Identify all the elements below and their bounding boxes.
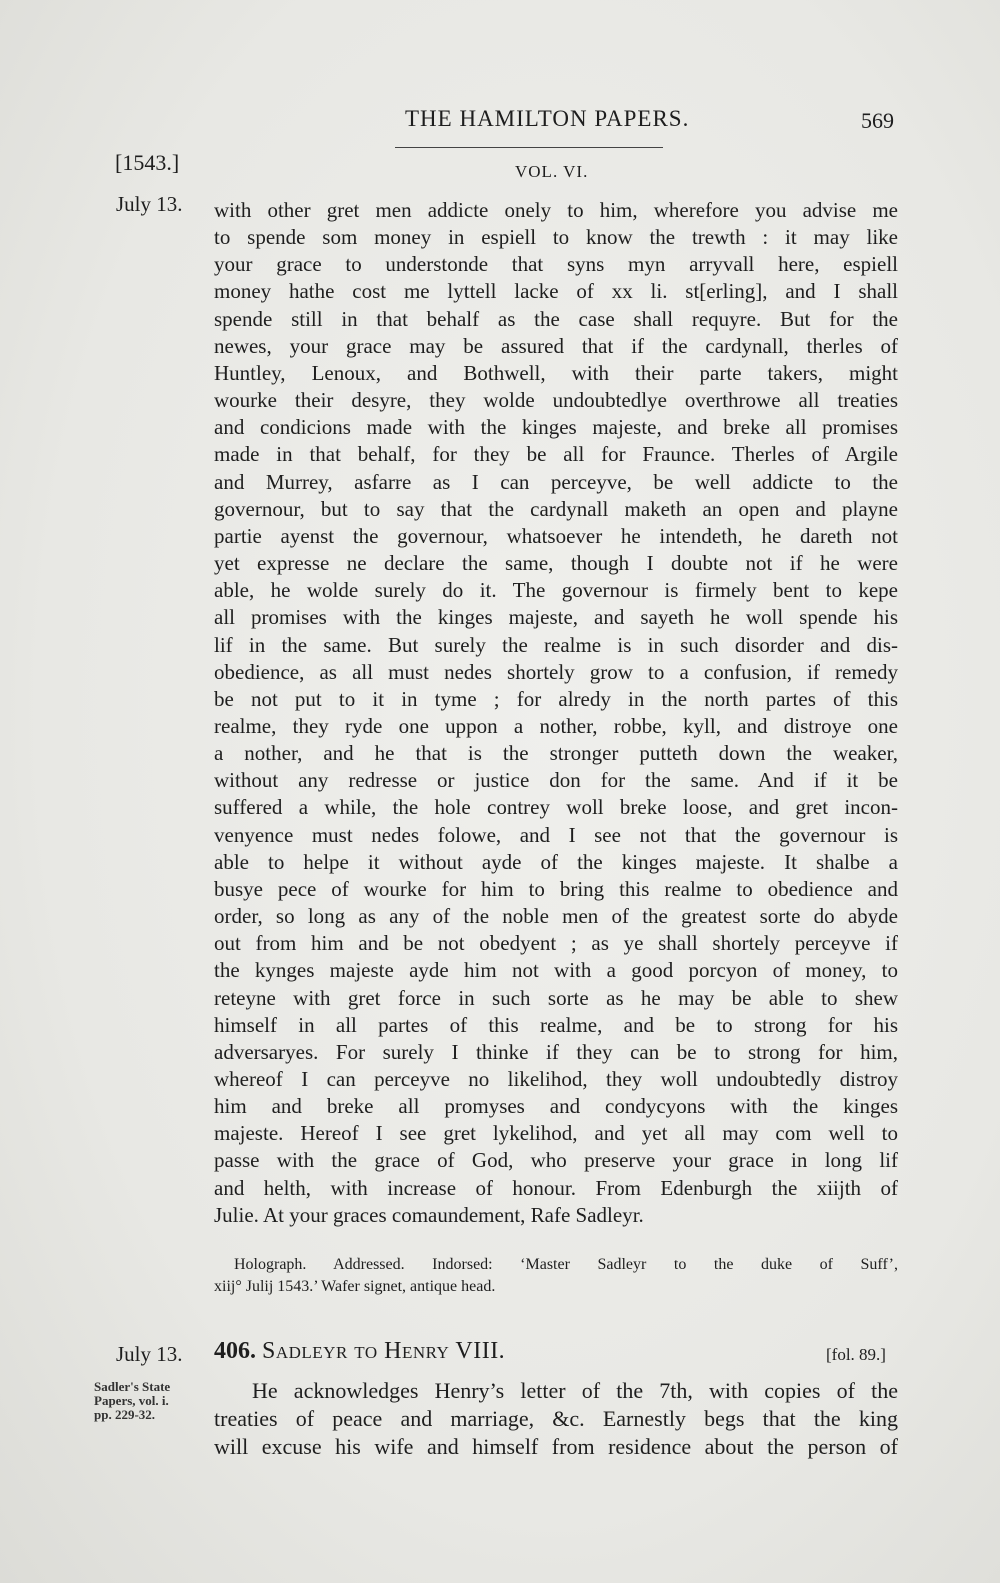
summary-line: treaties of peace and marriage, &c. Earnestly begs that the king (214, 1406, 898, 1431)
entry-heading (214, 1338, 505, 1365)
letter-line: adversaryes. For surely I thinke if they can be to strong for him, (214, 1039, 898, 1064)
summary-line: will excuse his wife and himself from residence about the person of (214, 1434, 898, 1459)
letter-line: the kynges majeste ayde him not with a good porcyon of money, to (214, 958, 898, 983)
letter-line: money hathe cost me lyttell lacke of xx li. st[erling], and I shall (214, 279, 898, 304)
header-rule (395, 147, 663, 148)
folio-reference: [fol. 89.] (826, 1345, 886, 1364)
page-number: 569 (861, 108, 894, 133)
letter-line: be not put to it in tyme ; for alredy in the north partes of this (214, 686, 898, 711)
letter-line: made in that behalf, for they be all for Fraunce. Therles of Argile (214, 442, 898, 467)
source-note-line: pp. 229-32. (94, 1407, 156, 1422)
letter-date: July 13. (116, 192, 183, 216)
letter-line: passe with the grace of God, who preserve your grace in long lif (214, 1148, 898, 1173)
letter-line: Julie. At your graces comaundement, Rafe Sadleyr. (214, 1202, 644, 1227)
letter-line: whereof I can perceyve no likelihod, they woll undoubtedly distroy (214, 1067, 898, 1091)
letter-line: busye pece of wourke for him to bring this realme to obedience and (214, 876, 898, 901)
letter-line: spende still in that behalf as the case shall requyre. But for the (214, 306, 898, 331)
letter-line: lif in the same. But surely the realme is in such disorder and dis- (214, 632, 898, 657)
letter-body (214, 197, 898, 1229)
letter-line: himself in all partes of this realme, and be to strong for his (214, 1012, 898, 1037)
letter-line: governour, but to say that the cardynall maketh an open and playne (214, 496, 898, 521)
endorsement-note (214, 1254, 898, 1298)
endorsement-line: Holograph. Addressed. Indorsed: ‘Master Sadleyr to the duke of Suff’, (234, 1256, 898, 1273)
summary-line: He acknowledges Henry’s letter of the 7th, with copies of the (252, 1378, 898, 1403)
letter-line: to spende som money in espiell to know the trewth : it may like (214, 225, 898, 250)
letter-line: yet expresse ne declare the same, though I doubte not if he were (214, 551, 898, 576)
letter-line: Huntley, Lenoux, and Bothwell, with their parte takers, might (214, 360, 898, 385)
letter-line: able to helpe it without ayde of the kinges majeste. It shalbe a (214, 849, 898, 874)
source-note-line: Sadler's State (94, 1379, 171, 1394)
endorsement-line: xiij° Julij 1543.’ Wafer signet, antique head. (214, 1278, 496, 1295)
letter-line: and Murrey, asfarre as I can perceyve, be well addicte to the (214, 469, 898, 494)
year-label: [1543.] (115, 150, 180, 175)
letter-line: out from him and be not obedyent ; as ye shall shortely perceyve if (214, 931, 898, 956)
letter-line: obedience, as all must nedes shortely grow to a confusion, if remedy (214, 659, 898, 684)
entry-title: Sadleyr to Henry VIII. (262, 1338, 506, 1364)
running-title: THE HAMILTON PAPERS. (405, 106, 690, 131)
letter-line: majeste. Hereof I see gret lykelihod, and yet all may com well to (214, 1121, 898, 1146)
letter-line: newes, your grace may be assured that if the cardynall, therles of (214, 333, 898, 358)
letter-line: and helth, with increase of honour. From Edenburgh the xiijth of (214, 1175, 898, 1200)
letter-line: your grace to understonde that syns myn arryvall here, espiell (214, 252, 898, 277)
source-note (94, 1380, 170, 1422)
letter-line: realme, they ryde one uppon a nother, robbe, kyll, and distroye one (214, 713, 898, 738)
volume-label: VOL. VI. (515, 162, 589, 181)
source-note-line: Papers, vol. i. (94, 1393, 169, 1408)
letter-line: and condicions made with the kinges majeste, and breke all promises (214, 415, 898, 440)
letter-line: all promises with the kinges majeste, and sayeth he woll spende his (214, 605, 898, 630)
page-header (0, 106, 1000, 136)
letter-line: him and breke all promyses and condycyons with the kinges (214, 1094, 898, 1119)
letter-line: a nother, and he that is the stronger putteth down the weaker, (214, 741, 898, 766)
letter-line: with other gret men addicte onely to him, wherefore you advise me (214, 198, 898, 222)
letter-line: able, he wolde surely do it. The governour is firmely bent to kepe (214, 578, 898, 603)
entry-number: 406. (214, 1338, 256, 1364)
letter-line: order, so long as any of the noble men of the greatest sorte do abyde (214, 904, 898, 929)
entry-date: July 13. (116, 1342, 183, 1366)
letter-line: without any redresse or justice don for the same. And if it be (214, 768, 898, 793)
letter-line: reteyne with gret force in such sorte as he may be able to shew (214, 985, 898, 1010)
entry-summary (214, 1377, 898, 1461)
letter-line: wourke their desyre, they wolde undoubtedlye overthrowe all treaties (214, 388, 898, 413)
letter-line: venyence must nedes folowe, and I see not that the governour is (214, 822, 898, 847)
letter-line: suffered a while, the hole contrey woll breke loose, and gret incon- (214, 795, 898, 820)
letter-line: partie ayenst the governour, whatsoever he intendeth, he dareth not (214, 523, 898, 548)
